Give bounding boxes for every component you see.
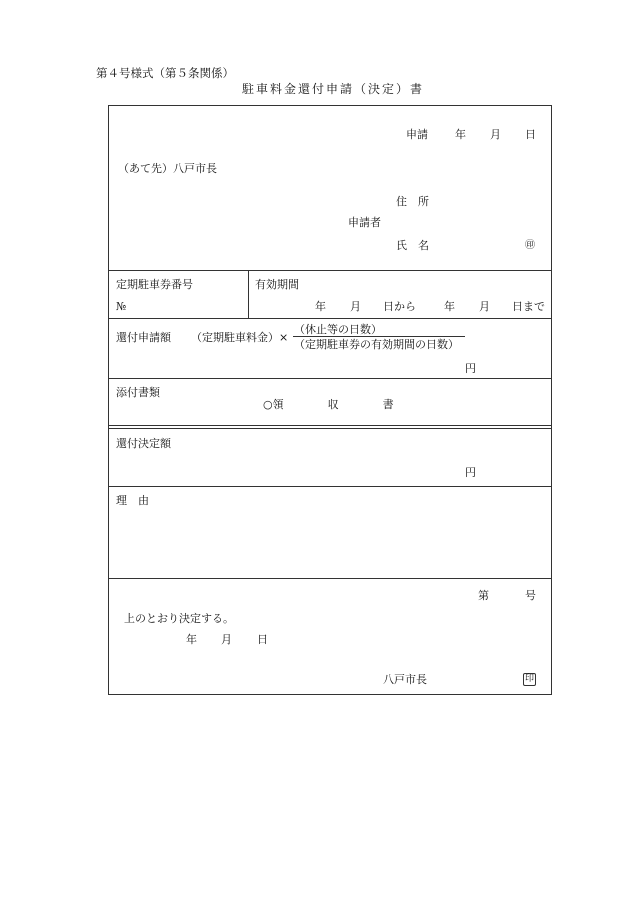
divider-ticket-vertical <box>248 270 249 318</box>
ticket-no-label[interactable]: № <box>116 300 127 313</box>
divider-decision <box>108 486 552 487</box>
divider-attachments-2 <box>108 428 552 429</box>
decision-statement: 上のとおり決定する。 <box>124 612 234 625</box>
address-label[interactable]: 住 所 <box>396 195 429 208</box>
refund-request-unit[interactable]: 円 <box>465 362 476 375</box>
refund-formula-denominator: （定期駐車券の有効期間の日数） <box>294 338 459 351</box>
divider-reason <box>108 578 552 579</box>
refund-formula-left: （定期駐車料金）× <box>191 331 289 344</box>
validity-to-month[interactable]: 月 <box>479 300 490 313</box>
attachment-receipt[interactable]: ○領 収 書 <box>263 398 394 411</box>
refund-request-label: 還付申請額 <box>116 331 171 344</box>
divider-refund <box>108 378 552 379</box>
validity-to-day[interactable]: 日まで <box>512 300 545 313</box>
application-month[interactable]: 月 <box>490 128 501 141</box>
reason-label: 理 由 <box>116 494 149 507</box>
form-number-label: 第４号様式（第５条関係） <box>96 66 234 80</box>
validity-label: 有効期間 <box>255 278 299 291</box>
validity-from-year[interactable]: 年 <box>315 300 326 313</box>
form-title: 駐車料金還付申請（決定）書 <box>241 82 424 96</box>
validity-from-month[interactable]: 月 <box>350 300 361 313</box>
application-year[interactable]: 年 <box>455 128 466 141</box>
mayor-name: 八戸市長 <box>383 673 427 686</box>
ticket-number-label: 定期駐車券番号 <box>116 278 193 291</box>
decision-amount-unit[interactable]: 円 <box>465 466 476 479</box>
applicant-label: 申請者 <box>348 216 381 229</box>
decision-month[interactable]: 月 <box>221 633 232 646</box>
decision-day[interactable]: 日 <box>257 633 268 646</box>
application-day[interactable]: 日 <box>525 128 536 141</box>
name-label[interactable]: 氏 名 <box>396 239 429 252</box>
decision-amount-label: 還付決定額 <box>116 437 171 450</box>
application-date-prefix[interactable]: 申請 <box>406 128 428 141</box>
decision-number-suffix: 号 <box>525 589 536 602</box>
validity-to-year[interactable]: 年 <box>444 300 455 313</box>
mayor-seal-icon: 印 <box>525 674 535 684</box>
addressee: （あて先）八戸市長 <box>118 162 217 175</box>
attachments-label: 添付書類 <box>116 386 160 399</box>
divider-attachments-1 <box>108 425 552 426</box>
decision-year[interactable]: 年 <box>186 633 197 646</box>
validity-from-day[interactable]: 日から <box>383 300 416 313</box>
divider-applicant <box>108 270 552 271</box>
applicant-seal-icon: ㊞ <box>525 240 535 251</box>
refund-formula-numerator: （休止等の日数） <box>294 323 382 336</box>
divider-ticket <box>108 318 552 319</box>
fraction-line <box>293 336 465 337</box>
decision-number-prefix[interactable]: 第 <box>478 589 489 602</box>
